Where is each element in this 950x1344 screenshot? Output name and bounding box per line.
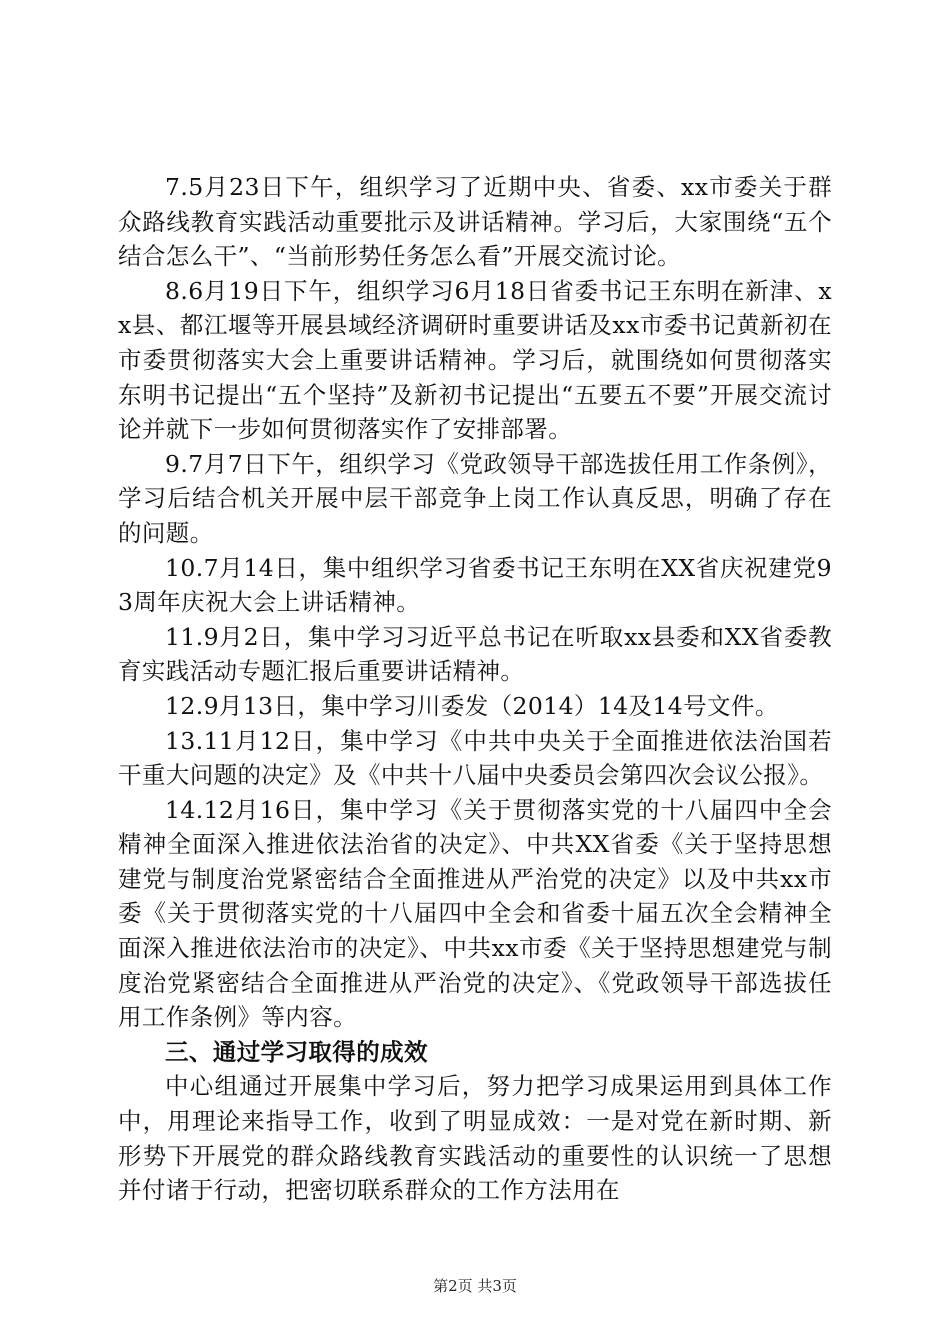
closing-paragraph: 中心组通过开展集中学习后，努力把学习成果运用到具体工作中，用理论来指导工作，收到了明显成效：一是对党在新时期、新形势下开展党的群众路线教育实践活动的重要性的认识统一了思想并付诸于行动，把密切联系群众的工作方法用在 — [118, 1072, 832, 1205]
paragraph-item-8: 8.6月19日下午，组织学习6月18日省委书记王东明在新津、xx县、都江堰等开展县域经济调研时重要讲话及xx市委书记黄新初在市委贯彻落实大会上重要讲话精神。学习后，就围绕如何贯彻落实东明书记提出“五个坚持”及新初书记提出“五要五不要”开展交流讨论并就下一步如何贯彻落实作了安排部署。 — [118, 276, 832, 444]
document-body — [118, 170, 832, 1208]
paragraph-item-11: 11.9月2日，集中学习习近平总书记在听取xx县委和XX省委教育实践活动专题汇报后重要讲话精神。 — [118, 622, 832, 686]
paragraph-item-10: 10.7月14日，集中组织学习省委书记王东明在XX省庆祝建党93周年庆祝大会上讲话精神。 — [118, 553, 832, 617]
paragraph-item-14: 14.12月16日，集中学习《关于贯彻落实党的十八届四中全会精神全面深入推进依法治省的决定》、中共XX省委《关于坚持思想建党与制度治党紧密结合全面推进从严治党的决定》以及中共xx市委《关于贯彻落实党的十八届四中全会和省委十届五次全会精神全面深入推进依法治市的决定》、中共xx市委《关于坚持思想建党与制度治党紧密结合全面推进从严治党的决定》、《党政领导干部选拔任用工作条例》等内容。 — [118, 795, 832, 1032]
paragraph-item-12: 12.9月13日，集中学习川委发（2014）14及14号文件。 — [165, 691, 779, 720]
paragraph-item-13: 13.11月12日，集中学习《中共中央关于全面推进依法治国若干重大问题的决定》及《中共十八届中央委员会第四次会议公报》。 — [118, 726, 832, 790]
page-number-footer: 第2页 共3页 — [433, 1277, 517, 1295]
paragraph-item-9: 9.7月7日下午，组织学习《党政领导干部选拔任用工作条例》，学习后结合机关开展中层干部竞争上岗工作认真反思，明确了存在的问题。 — [118, 449, 832, 547]
paragraph-item-7: 7.5月23日下午，组织学习了近期中央、省委、xx市委关于群众路线教育实践活动重要批示及讲话精神。学习后，大家围绕“五个结合怎么干”、“当前形势任务怎么看”开展交流讨论。 — [118, 173, 832, 271]
section-heading: 三、通过学习取得的成效 — [165, 1037, 428, 1066]
